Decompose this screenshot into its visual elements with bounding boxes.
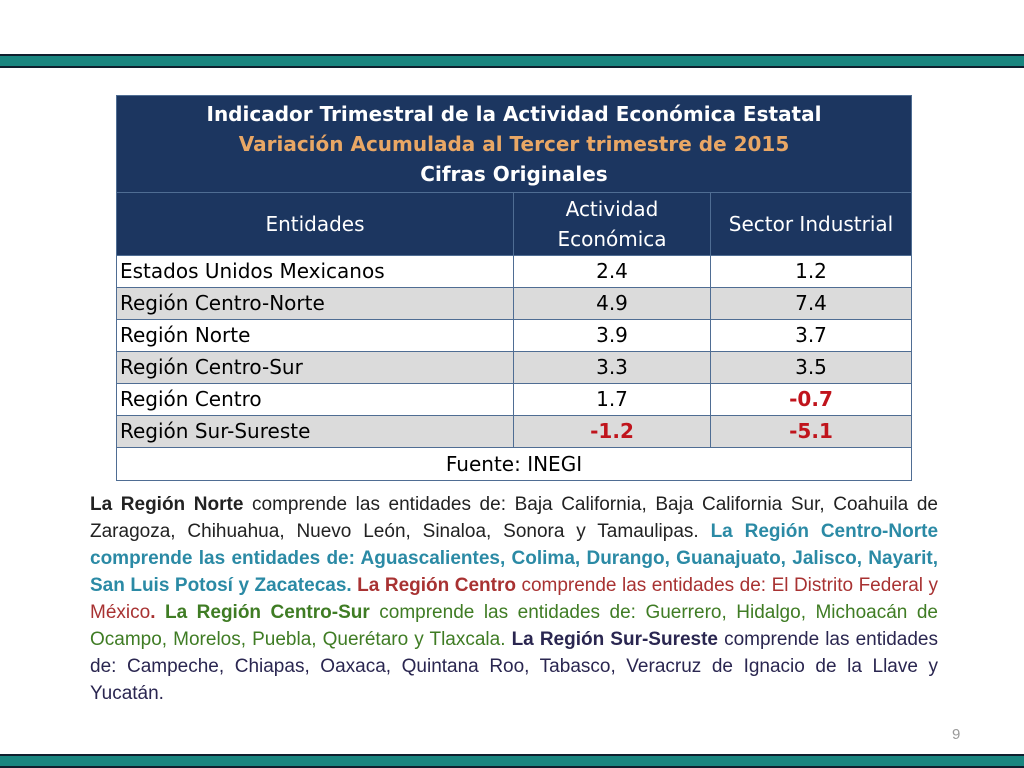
row-actividad: 4.9 [514, 288, 711, 320]
row-entity: Región Sur-Sureste [117, 416, 514, 448]
row-actividad: 2.4 [514, 256, 711, 288]
table-row [117, 320, 912, 352]
note-sur-text: comprende las entidades de: Campeche, Chiapas, Oaxaca, Quintana Roo, Tabasco, Veracruz de Ignacio de la Llave y Yucatán. [90, 629, 938, 704]
note-centro-sur-text: comprende las entidades de: Guerrero, Hidalgo, Michoacán de Ocampo, Morelos, Puebla, Querétaro y Tlaxcala. [90, 602, 938, 650]
row-entity: Estados Unidos Mexicanos [117, 256, 514, 288]
table-row [117, 416, 912, 448]
table-title-line1: Indicador Trimestral de la Actividad Económica Estatal [206, 102, 822, 126]
row-sector: 1.2 [711, 256, 912, 288]
table-title [117, 96, 912, 193]
row-actividad: 3.3 [514, 352, 711, 384]
table-row [117, 352, 912, 384]
row-sector: -0.7 [711, 384, 912, 416]
row-sector: 7.4 [711, 288, 912, 320]
bottom-band [0, 754, 1024, 768]
table-title-line3: Cifras Originales [420, 162, 608, 186]
row-actividad: 1.7 [514, 384, 711, 416]
note-norte-text: comprende las entidades de: Baja California, Baja California Sur, Coahuila de Zaragoza, Chihuahua, Nuevo León, Sinaloa, Sonora y Tamaulipas. [90, 494, 938, 542]
page-number: 9 [952, 726, 961, 743]
regions-note [90, 491, 938, 707]
table-title-line2: Variación Acumulada al Tercer trimestre de 2015 [238, 132, 790, 156]
note-centro-title: La Región Centro [351, 575, 516, 596]
note-centro-norte-text: La Región Centro-Norte comprende las entidades de: Aguascalientes, Colima, Durango, Guanajuato, Jalisco, Nayarit, San Luis Potosí y Zacatecas. [90, 521, 939, 596]
note-sur-title: La Región Sur-Sureste [505, 629, 718, 650]
row-actividad: -1.2 [514, 416, 711, 448]
row-sector: -5.1 [711, 416, 912, 448]
column-header-actividad: Actividad Económica [514, 193, 711, 256]
note-norte-title: La Región Norte [90, 494, 244, 515]
top-band [0, 54, 1024, 68]
table-header-row [117, 193, 912, 256]
table-row [117, 288, 912, 320]
table-row [117, 384, 912, 416]
row-sector: 3.5 [711, 352, 912, 384]
row-entity: Región Centro-Norte [117, 288, 514, 320]
row-entity: Región Centro-Sur [117, 352, 514, 384]
note-centro-end: . [150, 602, 156, 623]
column-header-sector: Sector Industrial [711, 193, 912, 256]
row-actividad: 3.9 [514, 320, 711, 352]
row-entity: Región Centro [117, 384, 514, 416]
row-sector: 3.7 [711, 320, 912, 352]
note-centro-text: comprende las entidades de: El Distrito Federal y México [90, 575, 938, 623]
note-centro-sur-title: La Región Centro-Sur [155, 602, 370, 623]
table-source: Fuente: INEGI [117, 448, 912, 481]
column-header-entidades: Entidades [117, 193, 514, 256]
row-entity: Región Norte [117, 320, 514, 352]
table-row [117, 256, 912, 288]
economic-activity-table [116, 95, 912, 481]
